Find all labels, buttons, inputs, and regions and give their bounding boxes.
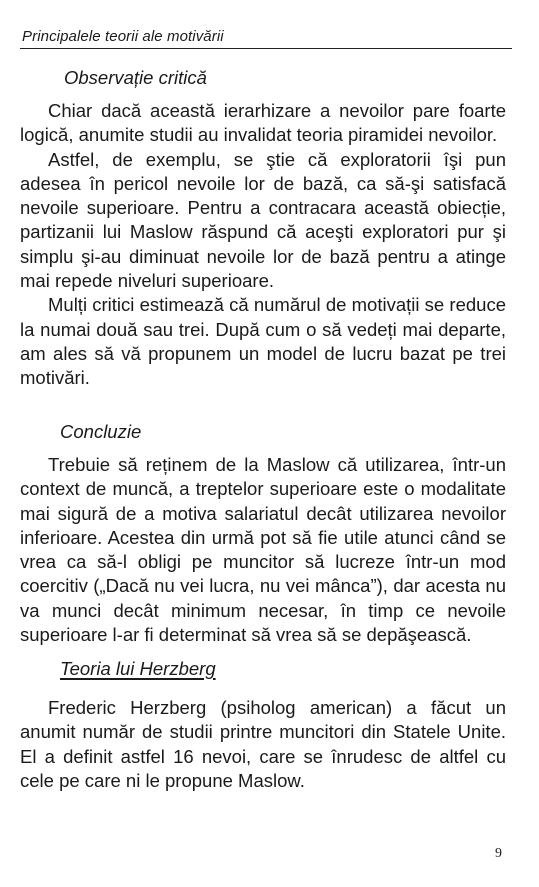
paragraph: Chiar dacă această ierarhizare a nevoilor pare foarte logică, anumite studii au invalidat teoria piramidei nevoilor.	[20, 100, 506, 146]
paragraph: Astfel, de exemplu, se ştie că exploratorii îşi pun adesea în pericol nevoile lor de bază, ca să-şi satisfacă nevoile superioare. Pentru a contracara această obiecție, partizanii lui Maslow răspund că aceşti exploratori pur şi simplu şi-au diminuat nevoile lor de bază pentru a atinge mai repede niveluri superioare.	[20, 148, 506, 292]
running-head: Principalele teorii ale motivării	[22, 28, 224, 45]
section-heading-herzberg: Teoria lui Herzberg	[60, 658, 216, 679]
section-herzberg-body	[20, 696, 506, 793]
section-concluzie-body	[20, 453, 506, 647]
paragraph: Mulți critici estimează că numărul de motivații se reduce la numai două sau trei. După cum o să vedeți mai departe, am ales să vă propunem un model de lucru bazat pe trei motivări.	[20, 294, 506, 389]
section-heading-observatie: Observație critică	[64, 67, 207, 88]
paragraph: Frederic Herzberg (psiholog american) a făcut un anumit număr de studii printre muncitori din Statele Unite. El a definit astfel 16 nevoi, care se înrudesc de altfel cu cele pe care ni le propune Maslow.	[20, 697, 506, 791]
section-observatie-body	[20, 99, 506, 391]
paragraph: Trebuie să reținem de la Maslow că utilizarea, într-un context de muncă, a treptelor superioare este o modalitate mai sigură de a motiva salariatul decât utilizarea nevoilor inferioare. Acestea din urmă pot să fie utile atunci când se vrea ca să-l obligi pe muncitor să lucreze într-un mod coercitiv („Dacă nu vei lucra, nu vei mânca”), dar acesta nu va munci decât minimum necesar, în timp ce nevoile superioare l-ar fi determinat să vrea să se depăşească.	[20, 454, 506, 646]
page-number: 9	[495, 846, 502, 861]
section-heading-concluzie: Concluzie	[60, 421, 142, 442]
header-rule	[20, 48, 512, 49]
